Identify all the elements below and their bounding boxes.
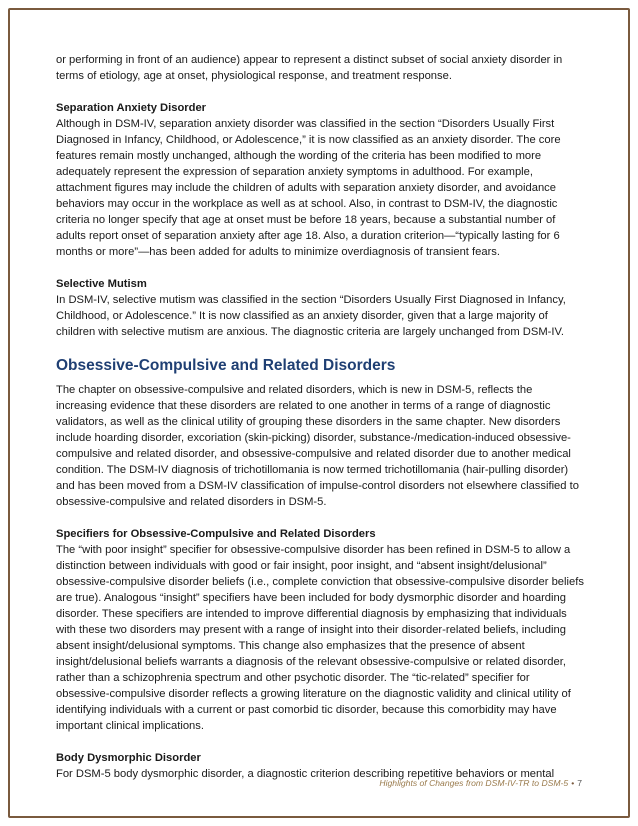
ocd-paragraph: The chapter on obsessive-compulsive and related disorders, which is new in DSM-5, reflects the increasing evidence that these disorders are related to one another in terms of a range of diagnostic validators, as well as the clinical utility of grouping these disorders in the same chapter. New disorders include hoarding disorder, excoriation (skin-picking) disorder, substance-/medication-induced obsessive-compulsive and related disorder, and obsessive-compulsive and related disorder due to another medical condition. The DSM-IV diagnosis of trichotillomania is now termed trichotillomania (hair-pulling disorder) and has been moved from a DSM-IV classification of impulse-control disorders not elsewhere classified to obsessive-compulsive and related disorders in DSM-5. [56,384,579,508]
selective-mutism-paragraph: In DSM-IV, selective mutism was classified in the section “Disorders Usually First Diagnosed in Infancy, Childhood, or Adolescence.” It is now classified as an anxiety disorder, given that a large majority of children with selective mutism are anxious. The diagnostic criteria are largely unchanged from DSM-IV. [56,294,566,338]
body-dysmorphic-paragraph: For DSM-5 body dysmorphic disorder, a diagnostic criterion describing repetitive behaviors or mental [56,768,555,780]
specifiers-paragraph: The “with poor insight” specifier for obsessive-compulsive disorder has been refined in DSM-5 to allow a distinction between individuals with good or fair insight, poor insight, and “absent insight/delusional” obsessive-compulsive disorder beliefs (i.e., complete conviction that obsessive-compulsive disorder beliefs are true). Analogous “insight” specifiers have been included for body dysmorphic disorder and hoarding disorder. These specifiers are intended to improve differential diagnosis by emphasizing that individuals with these two disorders may present with a range of insight into their disorder-related beliefs, including absent insight/delusional symptoms. This change also emphasizes that the presence of absent insight/delusional beliefs warrants a diagnosis of the relevant obsessive-compulsive or related disorder, rather than a schizophrenia spectrum and other psychotic disorder. The “tic-related” specifier for obsessive-compulsive disorder reflects a growing literature on the diagnostic validity and clinical utility of identifying individuals with a current or past comorbid tic disorder, because this comorbidity may have important clinical implications. [56,544,584,732]
selective-mutism-heading: Selective Mutism [56,278,147,290]
intro-paragraph: or performing in front of an audience) appear to represent a distinct subset of social anxiety disorder in terms of etiology, age at onset, physiological response, and treatment response. [56,54,563,82]
page-number: 7 [577,778,582,788]
footer-separator: • [571,778,575,788]
footer-title: Highlights of Changes from DSM-IV-TR to DSM-5 [379,778,569,788]
separation-anxiety-heading: Separation Anxiety Disorder [56,102,207,114]
body-dysmorphic-heading: Body Dysmorphic Disorder [56,752,201,764]
ocd-section-title: Obsessive-Compulsive and Related Disorders [56,357,396,374]
specifiers-heading: Specifiers for Obsessive-Compulsive and Related Disorders [56,528,376,540]
page-body [56,52,584,798]
separation-anxiety-paragraph: Although in DSM-IV, separation anxiety disorder was classified in the section “Disorders Usually First Diagnosed in Infancy, Childhood, or Adolescence,” it is now classified as an anxiety disorder. The core features remain mostly unchanged, although the wording of the criteria has been modified to more adequately represent the expression of separation anxiety symptoms in adulthood. For example, attachment figures may include the children of adults with separation anxiety disorder, and avoidance behaviors may occur in the workplace as well as at school. Also, in contrast to DSM-IV, the diagnostic criteria no longer specify that age at onset must be before 18 years, because a substantial number of adults report onset of separation anxiety after age 18. Also, a duration criterion—“typically lasting for 6 months or more”—has been added for adults to minimize overdiagnosis of transient fears. [56,118,561,258]
page-footer [379,778,582,788]
